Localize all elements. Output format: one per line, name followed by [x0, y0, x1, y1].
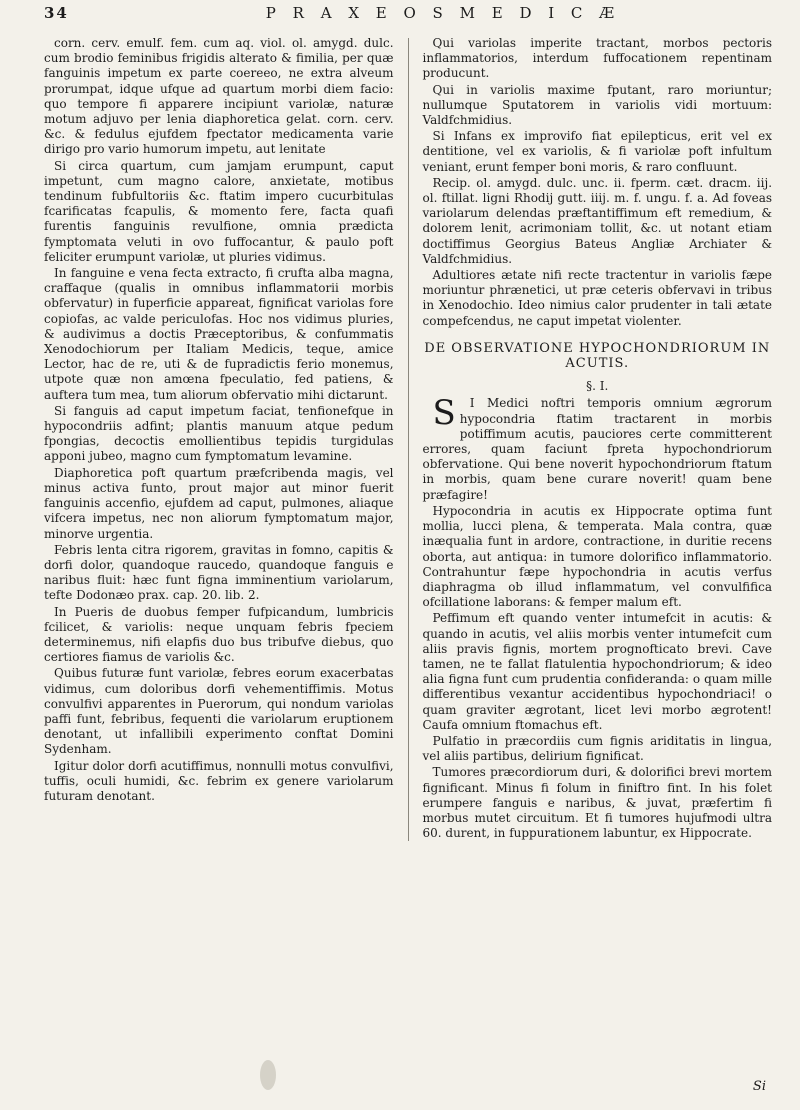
- column-divider: [408, 38, 409, 841]
- paragraph: Igitur dolor dorfi acutiffimus, nonnulli motus convulfivi, tuffis, oculi humidi, &c. febrim ex genere variolarum futuram denotant.: [44, 758, 394, 803]
- paragraph: [422, 393, 773, 502]
- running-title: P R A X E O S M E D I C Æ: [265, 4, 621, 22]
- right-column: [423, 36, 773, 841]
- two-column-text: [44, 36, 772, 841]
- section-number: §. I.: [586, 379, 609, 394]
- paragraph: Si Infans ex improvifo fiat epilepticus, erit vel ex dentitione, vel ex variolis, & fi variolæ poft infultum veniant, erunt femper boni moris, & raro confluunt.: [422, 129, 773, 174]
- paragraph: Si fanguis ad caput impetum faciat, tenfionefque in hypocondriis adfint; plantis manuum atque pedum fpongias, decoctis emollientibus tepidis turgidulas apponi jubeo, magno cum fymptomatum levamine.: [44, 403, 394, 464]
- page-smudge: [260, 1060, 276, 1090]
- paragraph: Qui in variolis maxime fputant, raro moriuntur; nullumque Sputatorem in variolis vidi mortuum: Valdfchmidius.: [422, 82, 773, 128]
- section-heading: DE OBSERVATIONE HYPOCHONDRIORUM IN ACUTIS.: [424, 340, 771, 372]
- paragraph: Qui variolas imperite tractant, morbos pectoris inflammatorios, interdum fuffocationem repentinam producunt.: [422, 36, 773, 81]
- paragraph: Hypocondria in acutis ex Hippocrate optima funt mollia, lucci plena, & temperata. Mala contra, quæ inæqualia funt in ardore, contractione, in duritie recens oborta, aut antiqua: in tumore dolorifico inflammatorio. Contrahuntur fæpe hypochondria in acutis verfus diaphragma ob illud inflammatum, vel convulfifica ofcillatione laborans: & femper malum eft.: [422, 503, 773, 610]
- paragraph: Febris lenta citra rigorem, gravitas in fomno, capitis & dorfi dolor, quandoque raucedo, quandoque fanguis e naribus fluit: hæc funt figna imminentium variolarum, tefte Dodonæo prax. cap. 20. lib. 2.: [44, 542, 394, 603]
- running-head: [44, 0, 772, 38]
- paragraph: corn. cerv. emulf. fem. cum aq. viol. ol. amygd. dulc. cum brodio feminibus frigidis alterato & fimilia, per quæ fanguinis impetum ex parte coereeo, ne extra alveum prorumpat, idque ufque ad quartum morbi diem facio: quo tempore fi apparere incipiunt variolæ, naturæ motum adjuvo per lenia diaphoretica gelat. corn. cerv. &c. & fedulus ejufdem fpectator medicamenta varie dirigo pro vario humorum impetu, aut lenitate: [44, 36, 394, 157]
- paragraph: Quibus futuræ funt variolæ, febres eorum exacerbatas vidimus, cum doloribus dorfi vehementiffimis. Motus convulfivi apparentes in Puerorum, qui nondum variolas paffi funt, febribus, fequenti die variolarum eruptionem denotant, ut infallibili experimento conftat Domini Sydenham.: [44, 666, 394, 757]
- signature-mark: Si: [752, 1079, 766, 1094]
- paragraph: In fanguine e vena fecta extracto, fi crufta alba magna, craffaque (qualis in omnibus inflammatorii morbis obfervatur) in fuperficie appareat, fignificat variolas fore copiofas, ac valde periculofas. Hoc nos vidimus pluries, & audivimus a doctis Præceptoribus, & confummatis Xenodochiorum per Italiam Medicis, teque, amice Lector, hac de re, uti & de fupradictis ferio monemus, utpote quæ non amœna fpeculatio, fed patiens, & auftera tum mea, tum aliorum obfervatio mihi dictarunt.: [44, 266, 394, 402]
- paragraph: Diaphoretica poft quartum præfcribenda magis, vel minus activa funto, prout major aut minor fuerit fanguinis accenfio, ejufdem ad caput, pulmones, aliaque vifcera impetus, nec non aliorum fymptomatum major, minorve urgentia.: [44, 465, 394, 541]
- paragraph: Adultiores ætate nifi recte tractentur in variolis fæpe moriuntur phrænetici, ut præ ceteris obfervavi in tribus in Xenodochio. Ideo nimius calor prudenter in tali ætate compefcendus, ne caput impetat violenter.: [422, 268, 773, 328]
- paragraph: Peffimum eft quando venter intumefcit in acutis: & quando in acutis, vel aliis morbis venter intumefcit cum aliis pravis fignis, mortem prognofticato brevi. Cave tamen, ne te fallat flatulentia hypochondriorum; & ideo alia figna funt cum prudentia confideranda: o quam mille differentibus vexantur accidentibus hypochondriaci! o quam graviter ægrotant, licet levi morbo ægrotent! Caufa omnium ftomachus eft.: [422, 611, 773, 732]
- paragraph: Si circa quartum, cum jamjam erumpunt, caput impetunt, cum magno calore, anxietate, motibus tendinum fubfultoriis &c. ftatim impero cucurbitulas fcarificatas fcapulis, & momento fere, facta quafi furentis fanguinis revulfione, omnia prædicta fymptomata veluti in ovo fuffocantur, & paulo poft feliciter erumpunt variolæ, ut pluries vidimus.: [44, 158, 394, 264]
- drop-cap: S: [432, 393, 456, 434]
- paragraph-text: I Medici noftri temporis omnium ægrorum hypocondria ftatim tractarent in morbis potiffimum acutis, pauciores certe committerent errores, quam faciunt fpreta hypochondriorum obfervatione. Qui bene noverit hypochondriorum ftatum in morbis, quam bene curare noverit! quam bene præfagire!: [422, 396, 773, 502]
- paragraph: Tumores præcordiorum duri, & dolorifici brevi mortem fignificant. Minus fi folum in finiftro fint. In his folet erumpere fanguis e naribus, & juvat, præfertim fi morbus mutet circuitum. Et fi tumores hujufmodi ultra 60. durent, in fuppurationem labuntur, ex Hippocrate.: [422, 765, 773, 841]
- paragraph: Recip. ol. amygd. dulc. unc. ii. fperm. cæt. dracm. iij. ol. ftillat. ligni Rhodij gutt. iiij. m. f. ungu. f. a. Ad foveas variolarum delendas præftantiffimum eft remedium, & dolorem lenit, acrimoniam tollit, &c. ut notant etiam doctiffimus Georgius Bateus Angliæ Archiater & Valdfchmidius.: [422, 175, 773, 266]
- paragraph: Pulfatio in præcordiis cum fignis ariditatis in lingua, vel aliis partibus, delirium fignificat.: [422, 733, 773, 764]
- left-column: [44, 36, 394, 841]
- page-number: 34: [44, 4, 69, 22]
- paragraph: In Pueris de duobus femper fufpicandum, lumbricis fcilicet, & variolis: neque unquam febris fpeciem determinemus, nifi elapfis duo bus tribufve diebus, quo certiores fiamus de variolis &c.: [44, 604, 394, 665]
